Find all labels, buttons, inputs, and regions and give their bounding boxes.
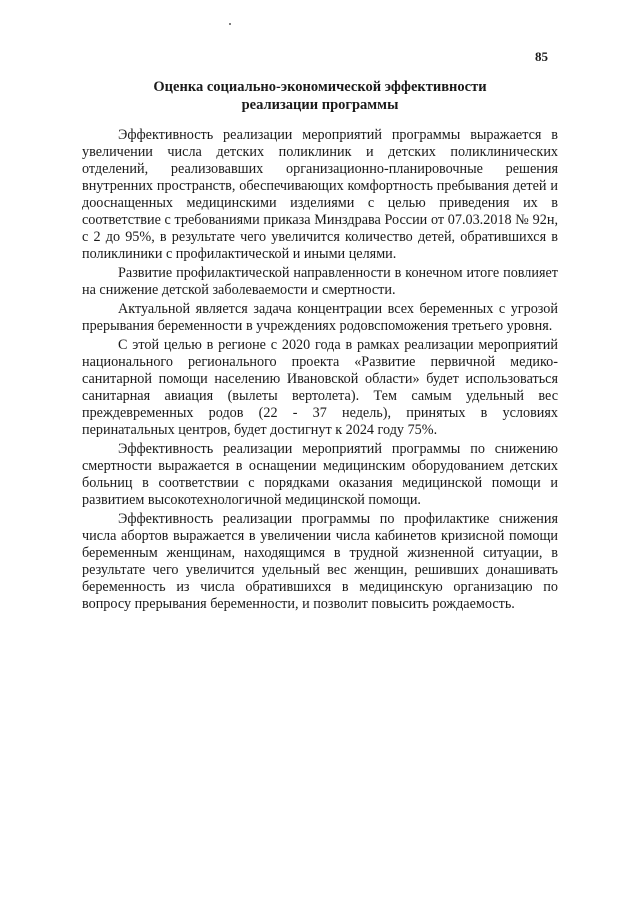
paragraph-pediatric-clinics: Эффективность реализации мероприятий программы выражается в увеличении числа детских поликлиник и детских поликлинических отделений, реализовавших организационно-планировочные решения внутренних пространств, обеспечивающих комфортность пребывания детей и дооснащенных медицинскими изделиями с целью приведения их в соответствие с требованиями приказа Минздрава России от 07.03.2018 № 92н, с 2 до 95%, в результате чего увеличится количество детей, обратившихся в поликлиники с профилактической и иными целями. xyxy=(82,127,558,262)
title-line-2: реализации программы xyxy=(241,97,399,113)
paragraph-mortality-reduction: Эффективность реализации мероприятий программы по снижению смертности выражается в оснащении медицинским оборудованием детских больниц в соответствии с порядками оказания медицинской помощи и развитием высокотехнологичной медицинской помощи. xyxy=(82,441,558,508)
page-number: 85 xyxy=(535,49,548,64)
paragraph-abortion-prevention: Эффективность реализации программы по профилактике снижения числа абортов выражается в увеличении числа кабинетов кризисной помощи беременным женщинам, находящимся в трудной жизненной ситуации, в результате чего увеличится удельный вес женщин, решивших донашивать беременность из числа обратившихся в медицинскую организацию по вопросу прерывания беременности, и позволит повысить рождаемость. xyxy=(82,511,558,612)
paragraph-prevention: Развитие профилактической направленности в конечном итоге повлияет на снижение детской заболеваемости и смертности. xyxy=(82,265,558,298)
title-line-1: Оценка социально-экономической эффективности xyxy=(153,79,487,95)
scan-speck xyxy=(229,23,231,25)
page-title xyxy=(80,78,560,114)
paragraph-sanitary-aviation: С этой целью в регионе с 2020 года в рамках реализации мероприятий национального регионального проекта «Развитие первичной медико-санитарной помощи населению Ивановской области» будет использоваться санитарная авиация (вылеты вертолета). Тем самым удельный вес преждевременных родов (22 - 37 недель), принятых в условиях перинатальных центров, будет достигнут к 2024 году 75%. xyxy=(82,337,558,438)
document-body xyxy=(82,127,558,615)
paragraph-pregnancy-concentration: Актуальной является задача концентрации всех беременных с угрозой прерывания беременности в учреждениях родовспоможения третьего уровня. xyxy=(82,301,558,334)
